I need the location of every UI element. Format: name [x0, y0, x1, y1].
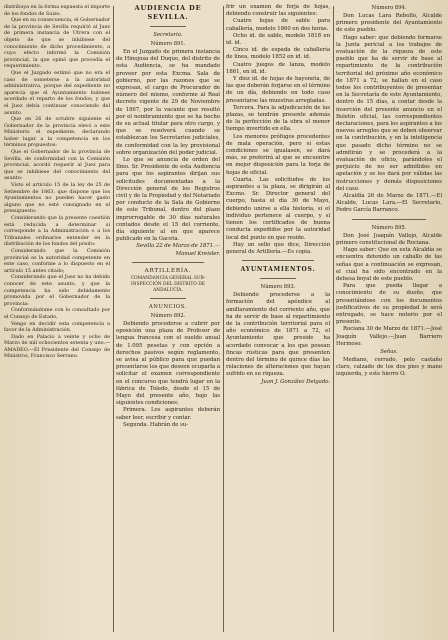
column-4: [336, 4, 442, 636]
paragraph: Ocho id. de sable, modelo 1818 en id. id.: [226, 32, 330, 47]
paragraph: Cuatro hojas de sable para caballería, modelo 1860 en dos horas.: [226, 18, 330, 32]
paragraph: Primera. Los aspirantes deberán saber leer, escribir y contar.: [116, 407, 220, 421]
paragraph: En el Juzgado de primera instancia de Hinojosa del Duque, del distrito de esta Audiencia, se ha mandado proveer por esta Excma. Sala de gobierno, por las razones que se expresan, el cargo de Procurador de número del mismo, conforme al Real decreto vigente de 29 de Noviembre de 1867, por la vacante que resultó por el nombramiento que se ha hecho de su actual titular para otro cargo, y que se resolverá cuando se establezcan los Secretarios judiciales, de conformidad con la ley provisional sobre organización del poder judicial.: [116, 49, 220, 156]
subheading: Señas.: [380, 348, 398, 355]
paragraph: Don Lucas Lara Rebollo, Alcalde primero presidente del Ayuntamiento de este pueblo.: [336, 13, 442, 34]
paragraph: Hago saber: que debiendo formarse la Junta pericial a los trabajos de evaluación de la riqueza de este pueblo que ha de servir de base al repartimiento de la contribución territorial del próximo año económico de 1871 a 72, se hallan en el caso todos los contribuyentes de presentar en la Secretaría de este Ayuntamiento, dentro de 15 días, a contar desde la inserción del presente anuncio en el Boletín oficial, las correspondientes declaraciones, para los aspirantes a los nuevos arreglos que se deben observar en la contribución, y en la inteligencia que pasado dicho término no se admitirán y se procederá a la evaluación de oficio, parándoles el perjuicio de no ser admitidos en apelación y se les dará por válidas las instrucciones y demás disposiciones del caso.: [336, 34, 442, 192]
column-rule: [333, 6, 334, 632]
paragraph: Hago saber: Que en esta Alcaldía se encuentra detenido un caballo de las señas que a continuación se expresan, el cual ha sido encontrado en la dehesa boyal de este pueblo.: [336, 247, 442, 282]
divider: [132, 262, 204, 263]
notice-number: Número 893.: [260, 284, 296, 291]
divider: [352, 219, 426, 220]
section-heading: AUDIENCIA DE SEVILLA.: [134, 4, 202, 21]
paragraph: Considerando que la Comisión provincial es la autoridad competente en este caso, conforme a lo dispuesto en el artículo 15 antes citado;: [4, 247, 110, 274]
column-rule: [113, 6, 114, 632]
column-3: [226, 4, 330, 636]
paragraph: Vengo en decidir esta competencia a favor de la Administración.: [4, 320, 110, 334]
notice-number: Número 892.: [150, 312, 186, 319]
paragraph: Debiendo procederse a la formación del apéndice al amillaramiento del corriente año, que ha de servir de base al repartimiento de la contribución territorial para el año económico de 1871 a 72, el Ayuntamiento que preside ha acordado convocar a los que posean fincas rústicas para que presenten dentro del término de quince días las relaciones de alteraciones que hayan sufrido en su riqueza.: [226, 292, 330, 378]
column-rule: [223, 6, 224, 632]
paragraph: Conformándome con lo consultado por el Consejo de Estado,: [4, 307, 110, 320]
section-subheading: Secretaria.: [153, 32, 183, 38]
divider: [150, 26, 186, 27]
paragraph: Que en su consecuencia, el Gobernador de la provincia de Sevilla requirió al Juez de primera instancia de Utrera con el objeto de que se inhibiese del conocimiento de dicho procedimiento, a cuyo efecto informó la Comisión provincial, la que opinó que procedía el requerimiento.: [4, 17, 110, 70]
paragraph: Para que pueda llegar a conocimiento de su dueño, que presentándose con los documentos justificativos de su propiedad le será entregado, se hace notorio por el presente.: [336, 283, 442, 326]
paragraph: Considerando que la presente cuestión está reducida a determinar si corresponde a la Administración o a los Tribunales ordinarios entender en la distribución de los fondos del pósito:: [4, 215, 110, 248]
paragraph: Los menores prófugos procedentes de mala operación, pero si estas condiciones se igualasen, se dará más, se preferirá al que se encuentre en mejor disposición para la forja de hojas de oficial.: [226, 133, 330, 176]
paragraph: Que en 26 de octubre siguiente el Gobernador de la provincia elevó a este Ministerio el expediente, declarando haber lugar a la competencia en los términos propuestos:: [4, 116, 110, 149]
paragraph: Y diez id. de hojas de bayoneta, de las que deberán forjarse en el término de un día, debiendo en todo caso presentarse las muestras arregladas.: [226, 76, 330, 104]
paragraph: Debiendo procederse a cubrir por oposición una plaza de Profesor de lengua francesa con el sueldo anual de 1.095 pesetas y con opción a derechos pasivos según reglamento, se avisa al público para que puedan presentarse los que deseen ocuparla a solicitar el examen correspondiente en el concurso que tendrá lugar en la fábrica de Toledo, desde el 15 de Mayo del presente año, bajo las siguientes condiciones:: [116, 320, 220, 407]
signature: Juan J. González Delgado.: [261, 378, 330, 385]
paragraph: Hay un sello que dice, Dirección general de Artillería.—Es copia.: [226, 241, 330, 255]
paragraph: Cuatro juegos de lanza, modelo 1861, en id. id.: [226, 61, 330, 75]
paragraph: Considerando que el Juez no ha debido conocer de este asunto, y que la competencia ha sido debidamente promovida por el Gobernador de la provincia:: [4, 274, 110, 307]
section-heading: ARTILLERÍA.: [144, 267, 192, 274]
paragraph: Lo que se anuncia de orden del Ilmo. Sr. Presidente de esta Audiencia para que los aspirantes dirijan sus solicitudes documentadas a la Dirección general de los Registros civil y de la Propiedad y del Notariado por conducto de la Sala de Gobierno de este Tribunal, dentro del plazo improrrogable de 30 días naturales contados desde el 15 del corriente, día siguiente al en que aparece publicado en la Gaceta.: [116, 157, 220, 243]
paragraph: Don José Joaquín Vallejo, Alcalde primero constitucional de Rociana.: [336, 232, 442, 246]
paragraph: Alcaldía 26 de Marzo de 1871.—El Alcalde, Lucas Lara.—El Secretario, Pedro García Barranco.: [336, 193, 442, 214]
paragraph: Que el Juzgado estimó que no era el caso de someterse a la autoridad administrativa, porque del expediente no aparecía que el Ayuntamiento hubiese acordado el reparto de los fondos, y que el Juez debía continuar conociendo del asunto.: [4, 69, 110, 116]
signature: Sevilla 22 de Marzo de 1871.—Manuel Kreisler.: [136, 243, 220, 257]
column-2: [116, 4, 220, 636]
column-1: [4, 4, 110, 636]
paragraph: Mediano, cerrado, pelo castaño claro, calzado de los dos pies y mano izquierda, y este hierro O.: [336, 356, 442, 378]
paragraph: Cuarta. Las solicitudes de los aspirantes a la plaza, se dirigirán al Excmo. Sr. Director general del cuerpo, hasta el día 30 de Mayo, debiendo unirse a ella historia, si el individuo pertenece al cuerpo, y si tienen los certificados de buena conducta expedidos por la autoridad local del punto en que reside.: [226, 176, 330, 241]
paragraph: distribuya en la forma expuesta el importe de los fondos de Suizo.: [4, 4, 110, 17]
section-subheading: COMANDANCIA GENERAL SUB-INSPECCIÓN DEL DISTRITO DE ANDALUCÍA.: [130, 275, 206, 293]
section-heading: ANUNCIOS.: [149, 303, 187, 310]
section-heading: AYUNTAMIENTOS.: [240, 266, 316, 274]
paragraph: Segunda. Habrán de su-: [123, 421, 189, 428]
notice-number: Número 895.: [371, 224, 407, 231]
paragraph: frir un examen de forja de hojas, debiendo construir las siguientes:: [226, 4, 330, 18]
paragraph: Tercera. Para la adjudicación de las plazas, se tendrán presente además de la perfección de la obra el menor tiempo invertido en ella.: [226, 104, 330, 133]
paragraph: Que el Gobernador de la provincia de Sevilla, de conformidad con la Comisión provincial, acordó requerir al Juez para que se inhibiese del conocimiento del asunto:: [4, 149, 110, 182]
notice-number: Número 894.: [371, 5, 407, 11]
divider: [242, 260, 314, 261]
divider: [150, 298, 186, 299]
paragraph: Visto el artículo 15 de la ley de 25 de Setiembre de 1863, que dispone que los Ayuntamientos no pueden hacer gasto alguno que no esté consignado en el presupuesto:: [4, 182, 110, 215]
paragraph: Cinco id. de espada de caballería de línea, modelo 1852 en id. id.: [226, 47, 330, 61]
divider: [260, 278, 296, 279]
paragraph: Dado en Palacio a veinte y ocho de Marzo de mil ochocientos setenta y uno.—AMADEO.—El Presidente del Consejo de Ministros, Francisco Serrano.: [4, 333, 110, 360]
notice-number: Número 891.: [150, 41, 186, 47]
paragraph: Rociana 30 de Marzo de 1871.—José Joaquín Vallejo.—Juan Barriero Hermoso.: [336, 326, 442, 347]
